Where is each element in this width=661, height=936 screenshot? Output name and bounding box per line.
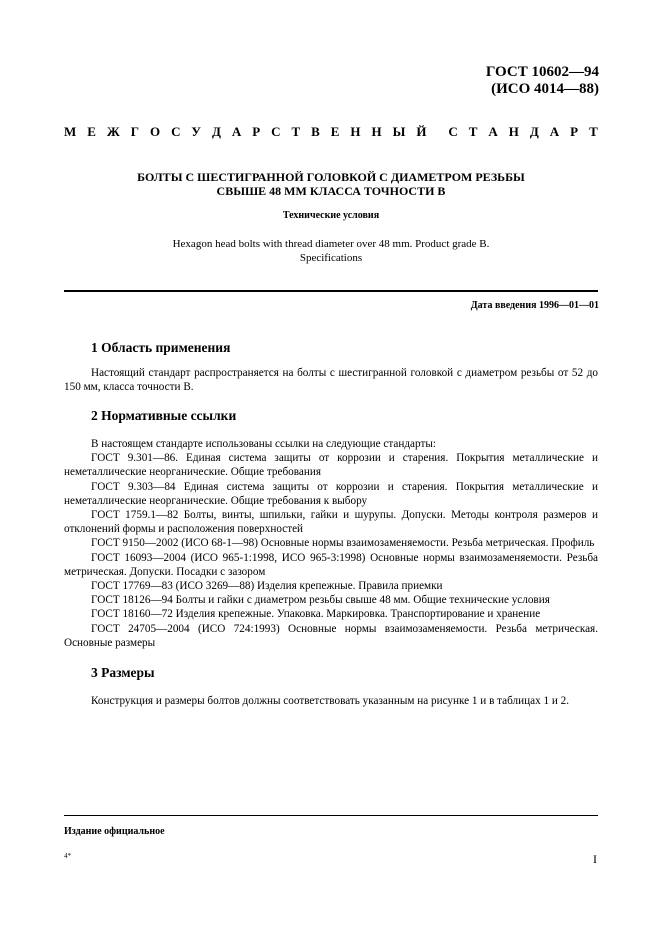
- category-letter: С: [448, 124, 458, 139]
- english-title-line-1: Hexagon head bolts with thread diameter over 48 mm. Product grade B.: [172, 238, 490, 250]
- category-letter: Н: [371, 124, 382, 139]
- category-letter: С: [171, 124, 181, 139]
- section-text: Конструкция и размеры болтов должны соответствовать указанным на рисунке 1 и в таблицах 1 и 2.: [91, 695, 570, 707]
- reference-item: ГОСТ 17769—83 (ИСО 3269—88) Изделия крепежные. Правила приемки: [91, 580, 443, 593]
- section-heading: 1 Область применения: [91, 340, 231, 355]
- section-text: Настоящий стандарт распространяется на болты с шестигранной головкой с диаметром резьбы от 52 до 150 мм, класса точности В.: [64, 367, 598, 394]
- reference-item: ГОСТ 18126—94 Болты и гайки с диаметром резьбы свыше 48 мм. Общие технические условия: [91, 594, 550, 607]
- category-letter: А: [488, 124, 498, 139]
- section-dimensions: [64, 665, 598, 708]
- category-letter: Д: [211, 124, 221, 139]
- title-line-1: БОЛТЫ С ШЕСТИГРАННОЙ ГОЛОВКОЙ С ДИАМЕТРОМ РЕЗЬБЫ: [137, 170, 525, 184]
- english-title: [64, 237, 598, 265]
- edition-note: Издание официальное: [64, 826, 165, 837]
- english-title-line-2: Specifications: [299, 252, 363, 264]
- page-number: I: [593, 852, 597, 866]
- category-letter: В: [311, 124, 320, 139]
- category-letter: Т: [291, 124, 301, 139]
- sheet-mark: 4*: [64, 852, 71, 860]
- category-letter: А: [231, 124, 242, 139]
- reference-item: ГОСТ 16093—2004 (ИСО 965-1:1998, ИСО 965-3:1998) Основные нормы взаимозаменяемости. Резьба метрическая. Допуски. Посадки с зазором: [64, 551, 598, 578]
- reference-item: ГОСТ 9150—2002 (ИСО 68-1—98) Основные нормы взаимозаменяемости. Резьба метрическая. Профиль: [91, 537, 595, 550]
- standard-designation: [486, 64, 599, 98]
- section-heading: 3 Размеры: [91, 665, 155, 680]
- references-intro: В настоящем стандарте использованы ссылки на следующие стандарты:: [91, 438, 436, 450]
- category-letter: А: [549, 124, 560, 139]
- standard-number: ГОСТ 10602—94: [485, 64, 599, 80]
- category-letter: Р: [252, 124, 261, 139]
- category-letter: О: [149, 124, 161, 139]
- iso-number: (ИСО 4014—88): [491, 81, 599, 97]
- category-letter: Г: [130, 124, 139, 139]
- category-letter: Н: [508, 124, 519, 139]
- category-letter: Е: [87, 124, 96, 139]
- reference-item: ГОСТ 9.303—84 Единая система защиты от коррозии и старения. Покрытия металлические и неметаллические неорганические. Общие требования к выбору: [64, 480, 598, 507]
- category-letter: Ы: [392, 124, 406, 139]
- category-letter: М: [64, 124, 77, 139]
- category-letter: Н: [350, 124, 361, 139]
- category-letter: Е: [330, 124, 340, 139]
- category-letter: С: [271, 124, 281, 139]
- standard-category: [64, 124, 598, 140]
- introduction-date: Дата введения 1996—01—01: [470, 300, 599, 311]
- category-letter: Р: [570, 124, 579, 139]
- category-letter: Д: [529, 124, 539, 139]
- section-heading: 2 Нормативные ссылки: [91, 408, 237, 423]
- reference-item: ГОСТ 24705—2004 (ИСО 724:1993) Основные нормы взаимозаменяемости. Резьба метрическая. Основные размеры: [64, 622, 598, 649]
- footer-divider: [64, 815, 598, 816]
- category-letter: Т: [468, 124, 478, 139]
- reference-item: ГОСТ 9.301—86. Единая система защиты от коррозии и старения. Покрытия металлические и неметаллические неорганические. Общие требования: [64, 452, 598, 479]
- reference-item: ГОСТ 1759.1—82 Болты, винты, шпильки, гайки и шурупы. Допуски. Методы контроля размеров и отклонений формы и расположения поверхностей: [64, 509, 598, 536]
- header-divider: [64, 290, 598, 292]
- document-subtitle: Технические условия: [282, 210, 380, 221]
- title-line-2: СВЫШЕ 48 ММ КЛАССА ТОЧНОСТИ В: [216, 184, 446, 198]
- category-letter: У: [191, 124, 201, 139]
- category-letter: Ж: [106, 124, 120, 139]
- reference-item: ГОСТ 18160—72 Изделия крепежные. Упаковка. Маркировка. Транспортирование и хранение: [91, 608, 541, 621]
- category-letter: Т: [589, 124, 598, 139]
- category-letter: Й: [416, 124, 427, 139]
- section-scope: [64, 340, 598, 394]
- document-title: [64, 170, 598, 198]
- section-normative-references: [64, 408, 598, 650]
